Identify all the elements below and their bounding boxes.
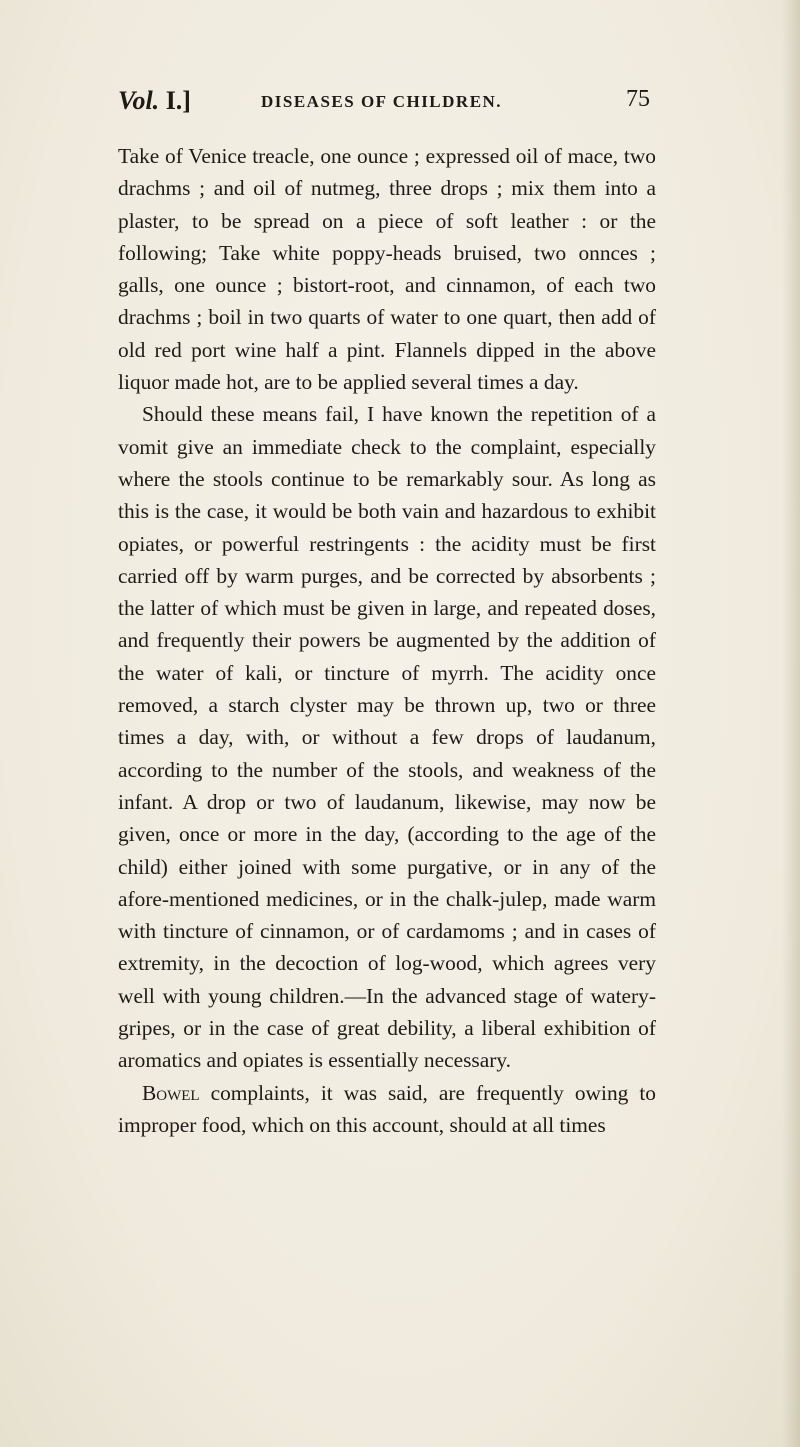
volume-number: I.] [159,86,191,115]
running-title: DISEASES OF CHILDREN. [261,92,503,111]
paragraph-recipe: Take of Venice treacle, one ounce ; expressed oil of mace, two drachms ; and oil of nutmeg, three drops ; mix them into a plaster, to be spread on a piece of soft leather : or the following; Take white poppy-heads bruised, two onnces ; galls, one ounce ; bistort-root, and cinnamon, of each two drachms ; boil in two quarts of water to one quart, then add of old red port wine half a pint. Flannels dipped in the above liquor made hot, are to be applied several times a day. [118,144,656,395]
body-text [118,140,656,1141]
running-head [118,86,658,126]
volume-label: Vol. I.] [118,86,191,115]
paragraph-bowel-complaints [118,1077,656,1142]
paragraph-treatment: Should these means fail, I have known the repetition of a vomit give an immediate check to the complaint, especially where the stools continue to be remarkably sour. As long as this is the case, it would be both vain and hazardous to exhibit opiates, or powerful restringents : the acidity must be first carried off by warm purges, and be corrected by absorbents ; the latter of which must be given in large, and repeated doses, and frequently their powers be augmented by the addition of the water of kali, or tincture of myrrh. The acidity once removed, a starch clyster may be thrown up, two or three times a day, with, or without a few drops of laudanum, according to the number of the stools, and weakness of the infant. A drop or two of laudanum, likewise, may now be given, once or more in the day, (according to the age of the child) either joined with some purgative, or in any of the afore-mentioned medicines, or in the chalk-julep, made warm with tincture of cinnamon, or of cardamoms ; and in cases of extremity, in the decoction of log-wood, which agrees very well with young children.—In the advanced stage of watery-gripes, or in the case of great debility, a liberal exhibition of aromatics and opiates is essentially necessary. [118,402,656,1073]
paragraph-text: complaints, it was said, are frequently owing to improper food, which on this account, should at all times [118,1080,656,1137]
page-edge-shadow [782,0,800,1447]
page-number: 75 [626,86,650,112]
paragraph-lead-word: Bowel [142,1080,200,1105]
